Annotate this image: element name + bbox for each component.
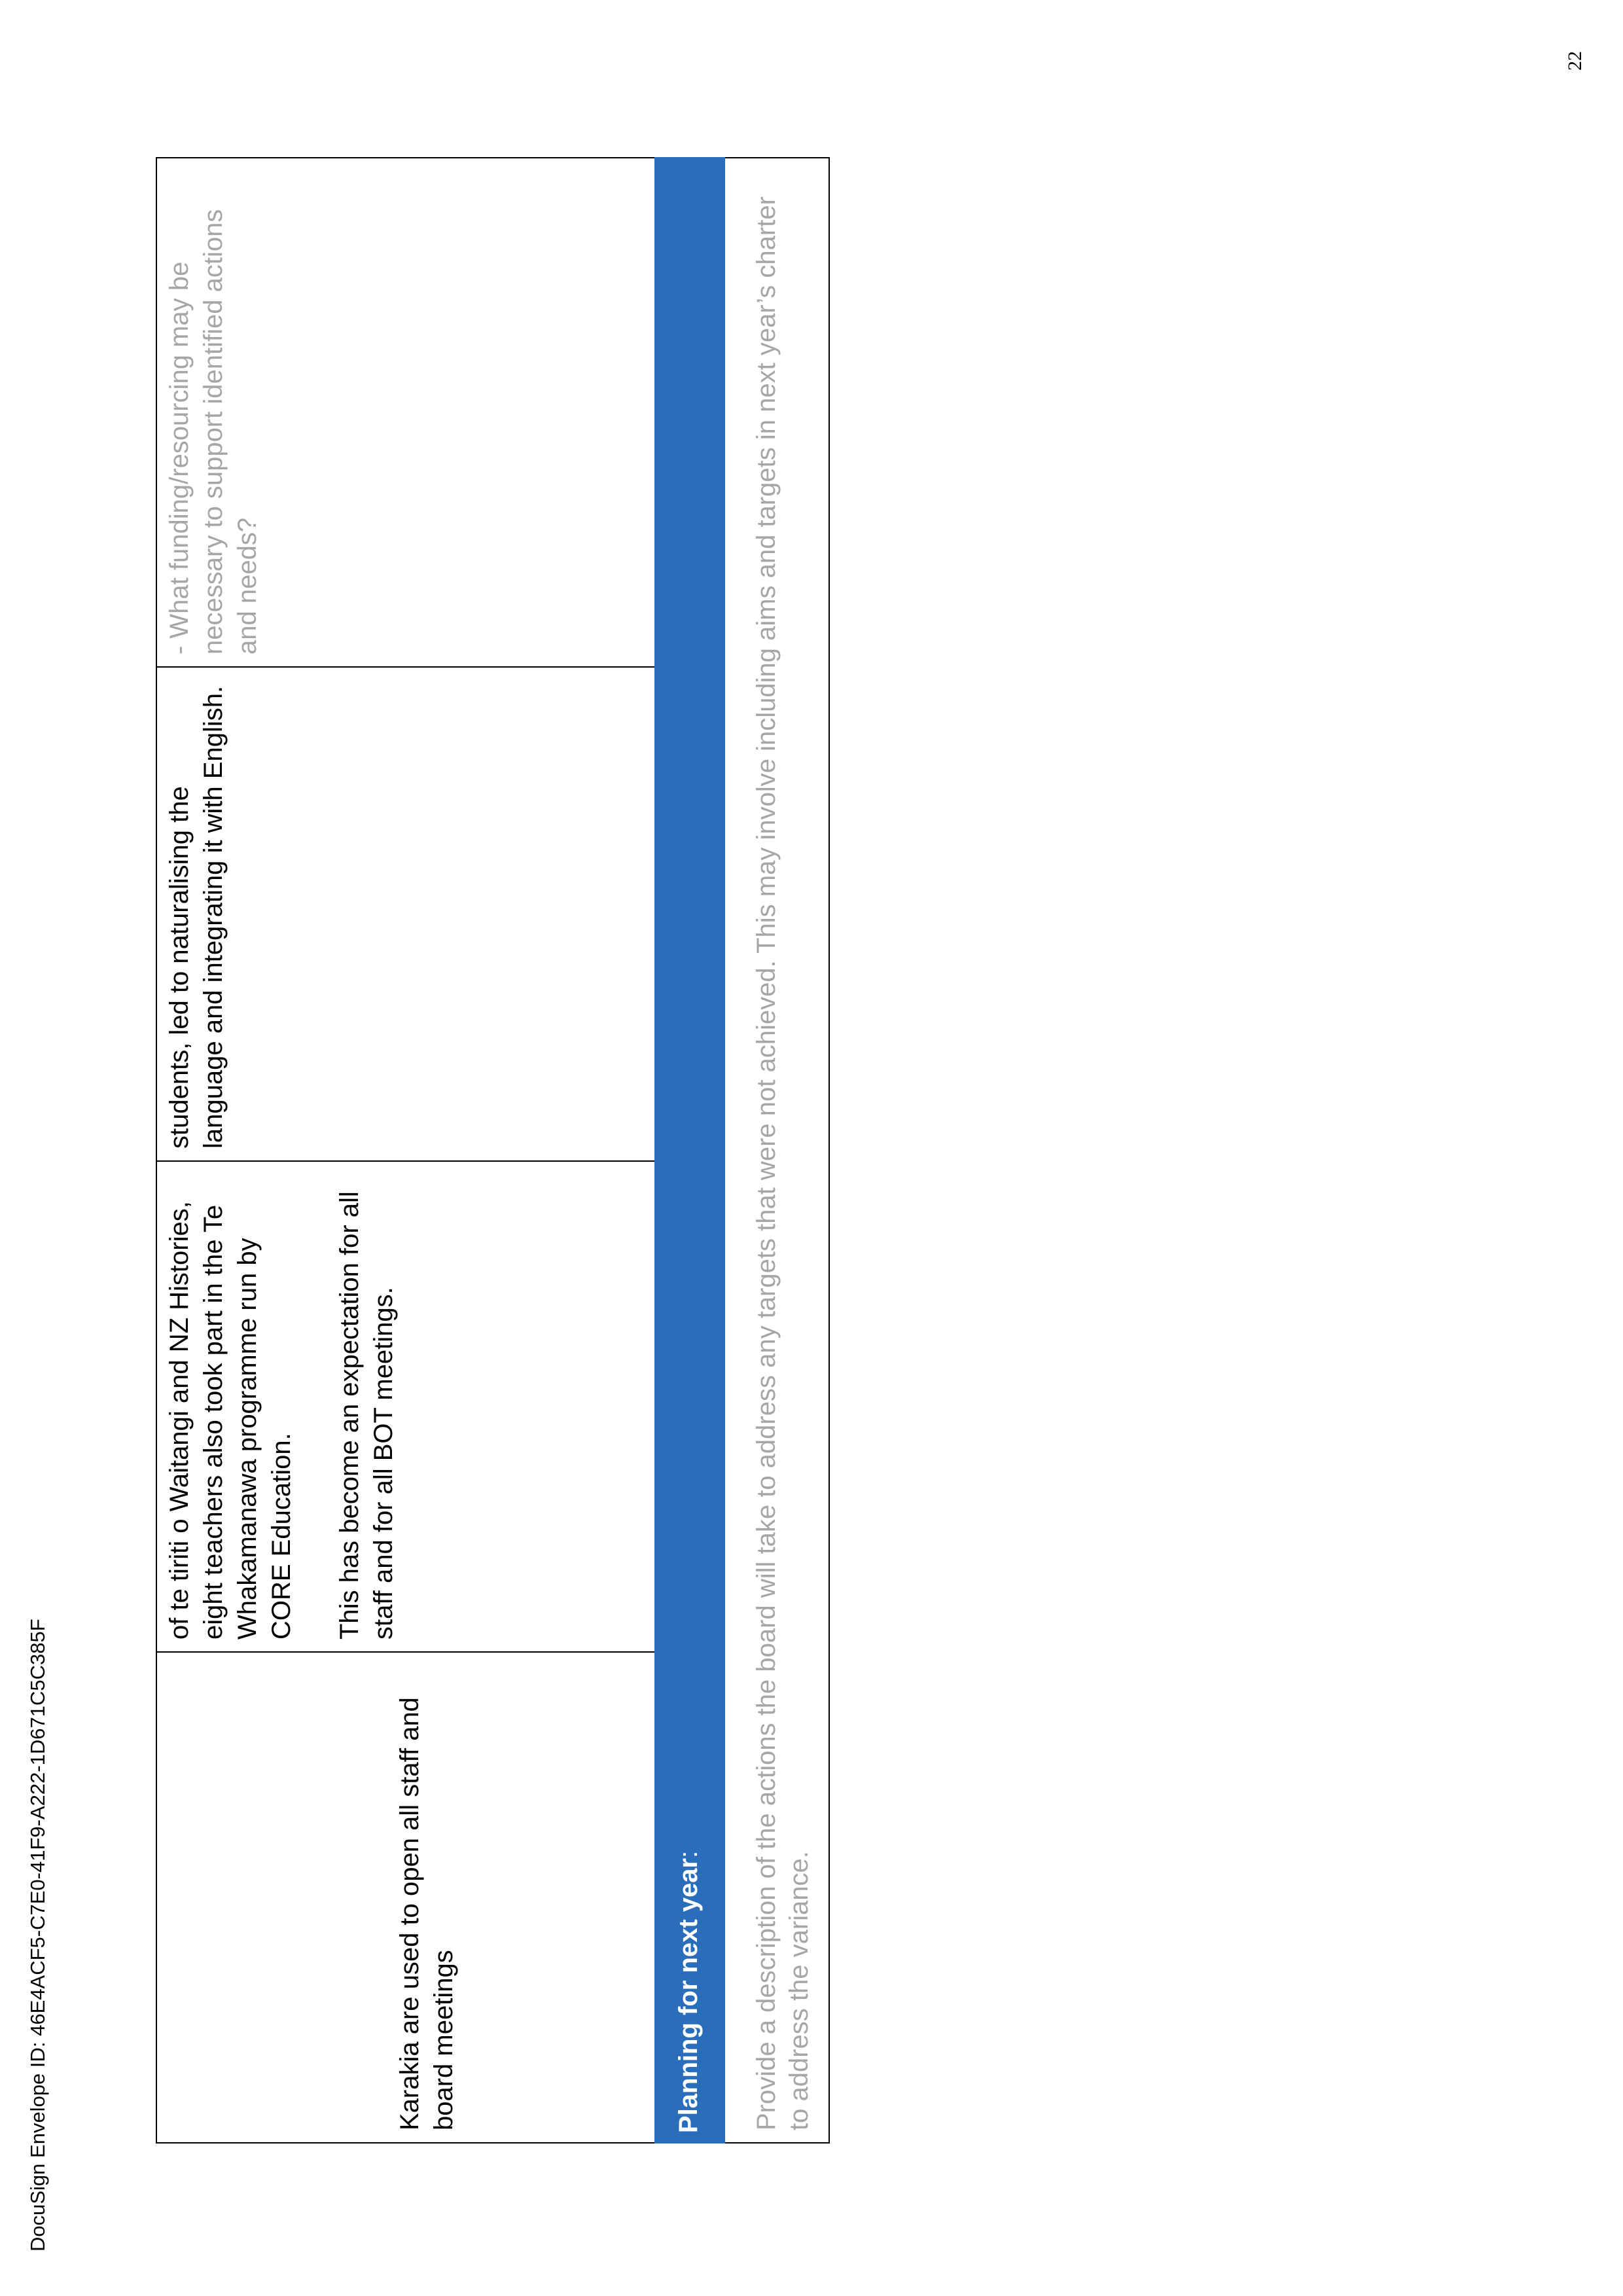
planning-banner [654, 157, 725, 2144]
planning-title: Planning for next year [674, 1857, 703, 2133]
planning-description: Provide a description of the actions the board will take to address any targets that were not achieved. This may involve including aims and targets in next year’s charter to address the variance. [752, 196, 813, 2130]
cell-paragraph: of te tiriti o Waitangi and NZ Histories, eight teachers also took part in the Te Whakamanawa programme run by CORE Education. [165, 1201, 296, 1640]
table-bottom-border [829, 157, 830, 2144]
cell-paragraph: - What funding/resourcing may be necessary to support identified actions and needs? [165, 209, 262, 655]
table-column-divider-2 [156, 1160, 654, 1162]
cell-paragraph: Karakia are used to open all staff and board meetings [395, 1697, 458, 2130]
table-column-divider-1 [156, 1651, 654, 1653]
planning-heading [671, 1851, 705, 2133]
report-table [156, 157, 830, 2144]
table-cell-waitangi [162, 1175, 401, 1640]
docusign-envelope-id: DocuSign Envelope ID: 46E4ACF5-C7E0-41F9-A222-1D671C5C385F [26, 1619, 49, 2251]
table-cell-funding-prompt [162, 177, 264, 655]
table-cell-karakia [393, 1666, 461, 2130]
table-left-border [156, 2142, 830, 2144]
cell-paragraph: students, led to naturalising the language and integrating it with English. [165, 685, 228, 1149]
table-cell-language [162, 681, 230, 1149]
page-number: 22 [1564, 51, 1586, 71]
planning-colon: : [674, 1850, 703, 1858]
table-right-border [156, 157, 830, 158]
report-table-rotated [156, 157, 830, 2144]
table-top-border [156, 157, 157, 2144]
cell-paragraph: This has become an expectation for all staff and for all BOT meetings. [335, 1191, 398, 1640]
table-column-divider-3 [156, 666, 654, 668]
